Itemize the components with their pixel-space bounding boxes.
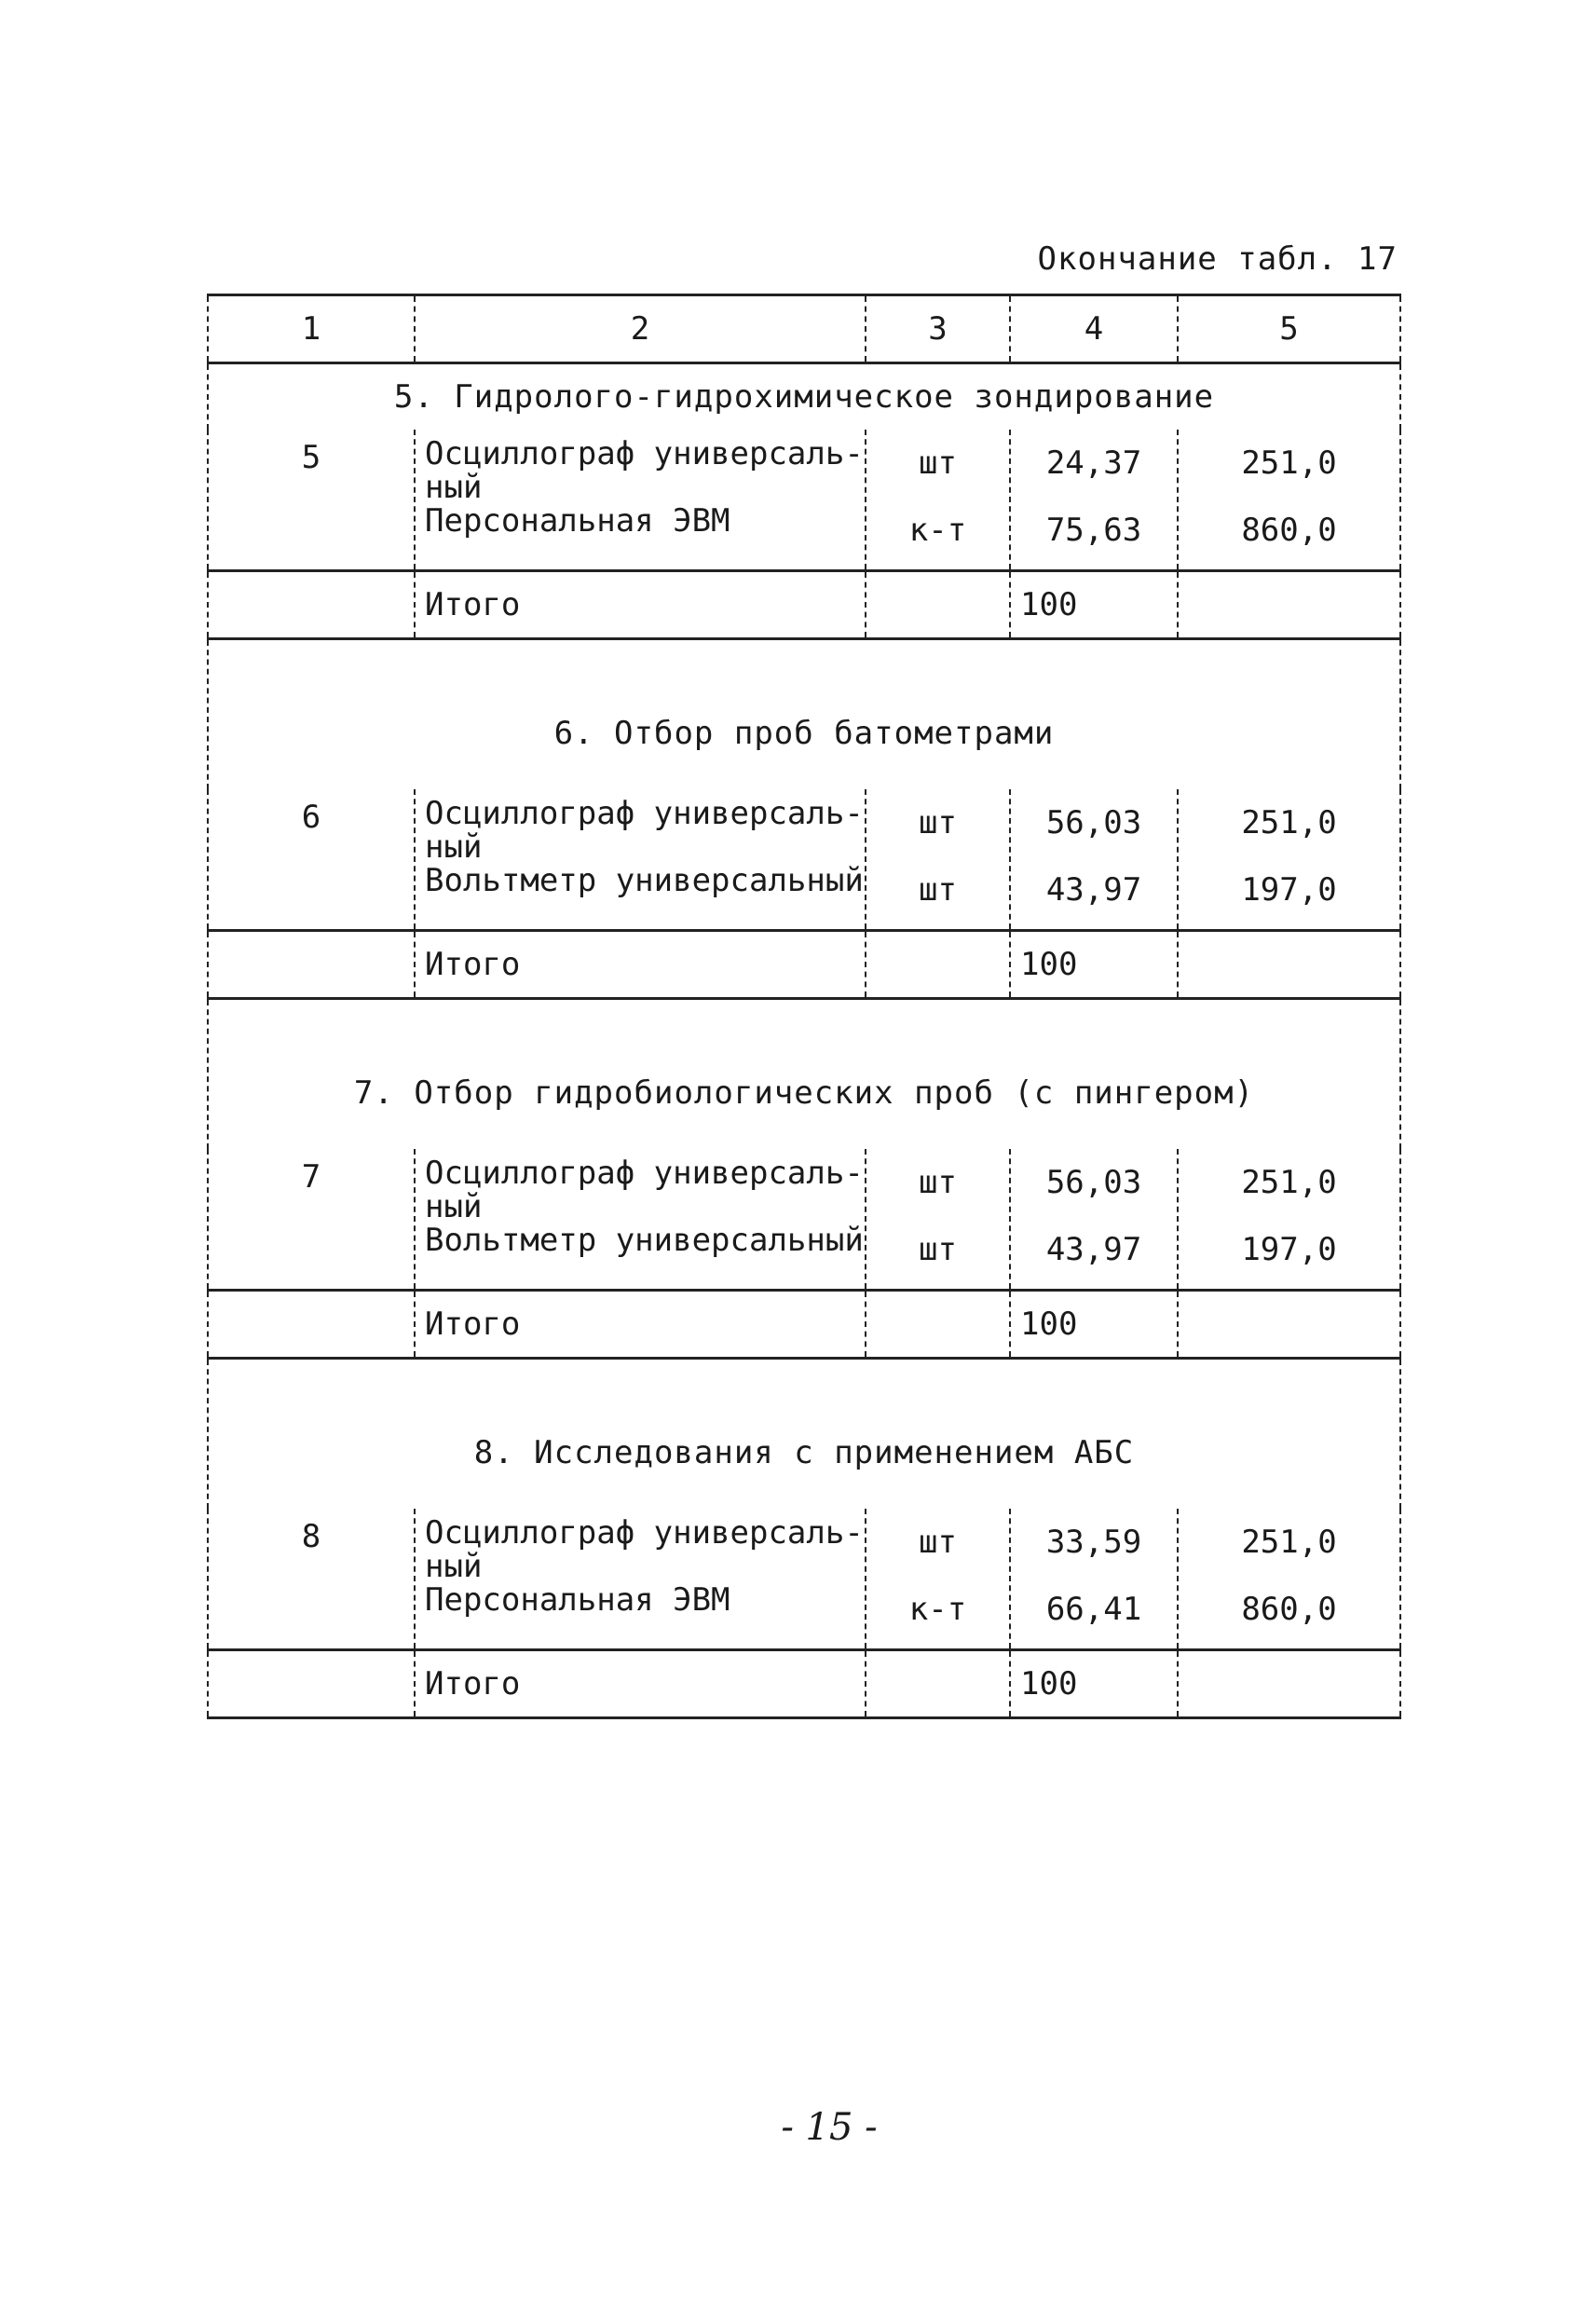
table-row <box>208 1509 1400 1650</box>
page-number: - 15 - <box>781 2106 878 2149</box>
share-value: 43,97 <box>1045 871 1142 909</box>
share-value-cell <box>1010 430 1178 571</box>
share-value: 43,97 <box>1045 1231 1142 1268</box>
unit: шт <box>919 871 957 909</box>
item-name-line: Осциллограф универсаль- <box>425 795 864 832</box>
price-value: 251,0 <box>1241 804 1337 841</box>
unit-cell <box>866 789 1010 931</box>
header-cell: 4 <box>1010 295 1178 363</box>
table-row <box>208 1149 1400 1291</box>
price-value-cell <box>1178 789 1400 931</box>
total-row <box>208 931 1400 999</box>
price-value: 251,0 <box>1241 1524 1337 1561</box>
share-value: 75,63 <box>1045 512 1142 549</box>
item-names <box>415 1509 866 1650</box>
empty-cell <box>208 931 415 999</box>
price-value-cell <box>1178 1509 1400 1650</box>
item-name-line: Осциллограф универсаль- <box>425 1155 864 1192</box>
section-title: 6. Отбор проб батометрами <box>208 639 1400 790</box>
share-value-cell <box>1010 789 1178 931</box>
unit-cell <box>866 1509 1010 1650</box>
header-cell: 2 <box>415 295 866 363</box>
share-value: 56,03 <box>1045 1164 1142 1201</box>
empty-cell <box>866 931 1010 999</box>
item-name-line: Персональная ЭВМ <box>425 502 730 540</box>
item-name-line: Осциллограф универсаль- <box>425 1514 864 1552</box>
section-number: 8 <box>208 1509 415 1650</box>
total-row <box>208 1650 1400 1718</box>
section-title-row <box>208 639 1400 790</box>
table-row <box>208 430 1400 571</box>
empty-cell <box>1178 1291 1400 1359</box>
section-number: 7 <box>208 1149 415 1291</box>
share-value-cell <box>1010 1149 1178 1291</box>
item-name-line: ный <box>425 1548 483 1585</box>
section-title: 8. Исследования с применением АБС <box>208 1359 1400 1510</box>
share-value: 56,03 <box>1045 804 1142 841</box>
total-value: 100 <box>1010 1291 1178 1359</box>
empty-cell <box>208 1650 415 1718</box>
section-title-row <box>208 999 1400 1150</box>
total-label: Итого <box>415 1650 866 1718</box>
item-names <box>415 430 866 571</box>
price-value: 197,0 <box>1241 871 1337 909</box>
unit-cell <box>866 1149 1010 1291</box>
total-value: 100 <box>1010 931 1178 999</box>
empty-cell <box>1178 571 1400 639</box>
unit-cell <box>866 430 1010 571</box>
item-name-line: Вольтметр универсальный <box>425 1222 864 1259</box>
item-name-line: ный <box>425 469 483 506</box>
header-cell: 3 <box>866 295 1010 363</box>
unit: шт <box>919 1231 957 1268</box>
unit: шт <box>919 804 957 841</box>
empty-cell <box>866 1650 1010 1718</box>
item-name-line: Осциллограф универсаль- <box>425 435 864 472</box>
total-label: Итого <box>415 931 866 999</box>
item-name-line: Вольтметр универсальный <box>425 862 864 899</box>
total-row <box>208 1291 1400 1359</box>
table-caption: Окончание табл. 17 <box>1037 240 1398 278</box>
total-value: 100 <box>1010 1650 1178 1718</box>
section-number: 6 <box>208 789 415 931</box>
price-value: 251,0 <box>1241 444 1337 482</box>
header-cell: 1 <box>208 295 415 363</box>
header-cell: 5 <box>1178 295 1400 363</box>
item-name-line: ный <box>425 1188 483 1225</box>
section-title-row <box>208 363 1400 431</box>
section-number: 5 <box>208 430 415 571</box>
table-header-row <box>208 295 1400 363</box>
price-value: 860,0 <box>1241 1591 1337 1628</box>
price-value: 251,0 <box>1241 1164 1337 1201</box>
item-names <box>415 1149 866 1291</box>
empty-cell <box>1178 931 1400 999</box>
price-value-cell <box>1178 430 1400 571</box>
total-value: 100 <box>1010 571 1178 639</box>
section-title-row <box>208 1359 1400 1510</box>
unit: к-т <box>908 512 967 549</box>
table-row <box>208 789 1400 931</box>
price-value-cell <box>1178 1149 1400 1291</box>
section-title: 5. Гидролого-гидрохимическое зондирование <box>208 363 1400 431</box>
total-label: Итого <box>415 1291 866 1359</box>
empty-cell <box>1178 1650 1400 1718</box>
share-value: 33,59 <box>1045 1524 1142 1561</box>
empty-cell <box>866 571 1010 639</box>
unit: шт <box>919 1164 957 1201</box>
unit: к-т <box>908 1591 967 1628</box>
equipment-table <box>207 294 1401 1719</box>
unit: шт <box>919 444 957 482</box>
unit: шт <box>919 1524 957 1561</box>
price-value: 860,0 <box>1241 512 1337 549</box>
share-value: 66,41 <box>1045 1591 1142 1628</box>
section-title: 7. Отбор гидробиологических проб (с пингером) <box>208 999 1400 1150</box>
empty-cell <box>208 1291 415 1359</box>
share-value-cell <box>1010 1509 1178 1650</box>
item-names <box>415 789 866 931</box>
empty-cell <box>866 1291 1010 1359</box>
item-name-line: ный <box>425 828 483 866</box>
share-value: 24,37 <box>1045 444 1142 482</box>
total-label: Итого <box>415 571 866 639</box>
item-name-line: Персональная ЭВМ <box>425 1581 730 1619</box>
empty-cell <box>208 571 415 639</box>
price-value: 197,0 <box>1241 1231 1337 1268</box>
total-row <box>208 571 1400 639</box>
